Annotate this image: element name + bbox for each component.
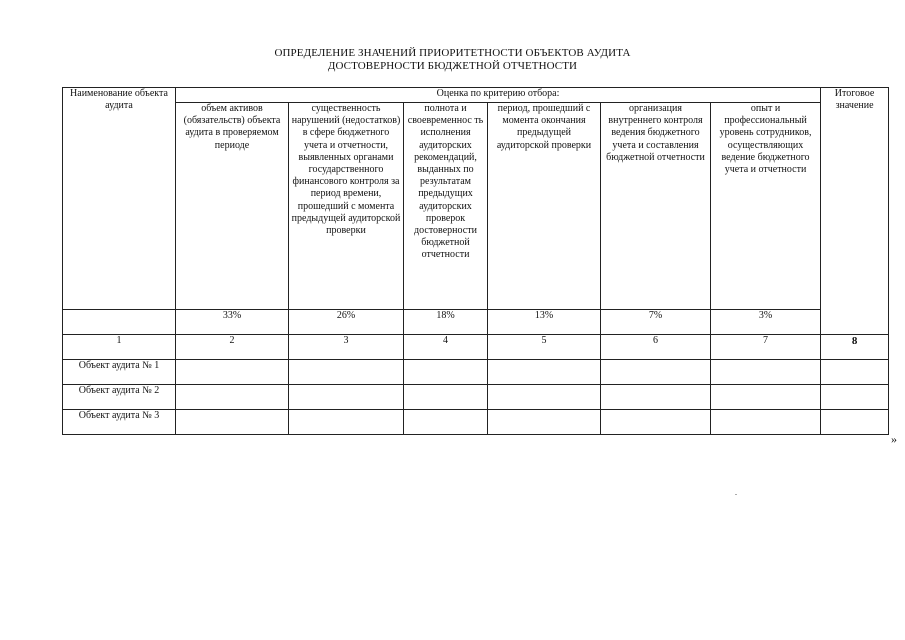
header-row [63, 88, 889, 103]
criterion-5: организация внутреннего контроля ведения бюджетного учета и составления бюджетной отчетности [601, 103, 711, 310]
closing-quote: » [891, 432, 897, 446]
table-cell [488, 410, 601, 435]
object-label-3: Объект аудита № 3 [63, 410, 176, 435]
table-cell [821, 360, 889, 385]
table-cell [821, 410, 889, 435]
table-cell [404, 385, 488, 410]
weight-6: 3% [711, 310, 821, 335]
table-cell [176, 385, 289, 410]
table-row [63, 410, 889, 435]
column-number-3: 3 [289, 335, 404, 360]
weight-3: 18% [404, 310, 488, 335]
criterion-4: период, прошедший с момента окончания предыдущей аудиторской проверки [488, 103, 601, 310]
criterion-1: объем активов (обязательств) объекта аудита в проверяемом периоде [176, 103, 289, 310]
table-row [63, 360, 889, 385]
table-cell [711, 360, 821, 385]
column-number-7: 7 [711, 335, 821, 360]
table-cell [601, 360, 711, 385]
table-cell [821, 385, 889, 410]
criterion-3: полнота и своевременнос ть исполнения аудиторских рекомендаций, выданных по результатам предыдущих аудиторских проверок достоверности бюджетной отчетности [404, 103, 488, 310]
table-cell [488, 385, 601, 410]
criterion-6: опыт и профессиональный уровень сотрудников, осуществляющих ведение бюджетного учета и отчетности [711, 103, 821, 310]
weights-empty-cell [63, 310, 176, 335]
weight-4: 13% [488, 310, 601, 335]
weight-1: 33% [176, 310, 289, 335]
table-cell [176, 410, 289, 435]
table-cell [404, 360, 488, 385]
header-object-name: Наименование объекта аудита [63, 88, 176, 310]
weight-2: 26% [289, 310, 404, 335]
scan-speck [735, 494, 737, 495]
table-cell [404, 410, 488, 435]
weights-row [63, 310, 889, 335]
priority-table [62, 87, 889, 435]
table-cell [601, 410, 711, 435]
table-cell [289, 385, 404, 410]
table-cell [711, 410, 821, 435]
document-title [0, 47, 905, 73]
table-cell [711, 385, 821, 410]
column-number-1: 1 [63, 335, 176, 360]
table-row [63, 385, 889, 410]
table-cell [176, 360, 289, 385]
column-number-6: 6 [601, 335, 711, 360]
title-line-1: ОПРЕДЕЛЕНИЕ ЗНАЧЕНИЙ ПРИОРИТЕТНОСТИ ОБЪЕКТОВ АУДИТА [274, 47, 631, 59]
header-total: Итоговое значение [821, 88, 889, 335]
criterion-2: существенность нарушений (недостатков) в сфере бюджетного учета и отчетности, выявленных органами государственного финансового контроля за период времени, прошедший с момента предыдущей аудиторской проверки [289, 103, 404, 310]
column-number-8: 8 [821, 335, 889, 360]
object-label-2: Объект аудита № 2 [63, 385, 176, 410]
table-cell [289, 360, 404, 385]
object-label-1: Объект аудита № 1 [63, 360, 176, 385]
column-number-2: 2 [176, 335, 289, 360]
weight-5: 7% [601, 310, 711, 335]
table-cell [601, 385, 711, 410]
criteria-row [63, 103, 889, 310]
table-cell [289, 410, 404, 435]
column-number-5: 5 [488, 335, 601, 360]
header-criteria: Оценка по критерию отбора: [176, 88, 821, 103]
column-numbers-row [63, 335, 889, 360]
title-line-2: ДОСТОВЕРНОСТИ БЮДЖЕТНОЙ ОТЧЕТНОСТИ [327, 60, 578, 72]
column-number-4: 4 [404, 335, 488, 360]
table-cell [488, 360, 601, 385]
